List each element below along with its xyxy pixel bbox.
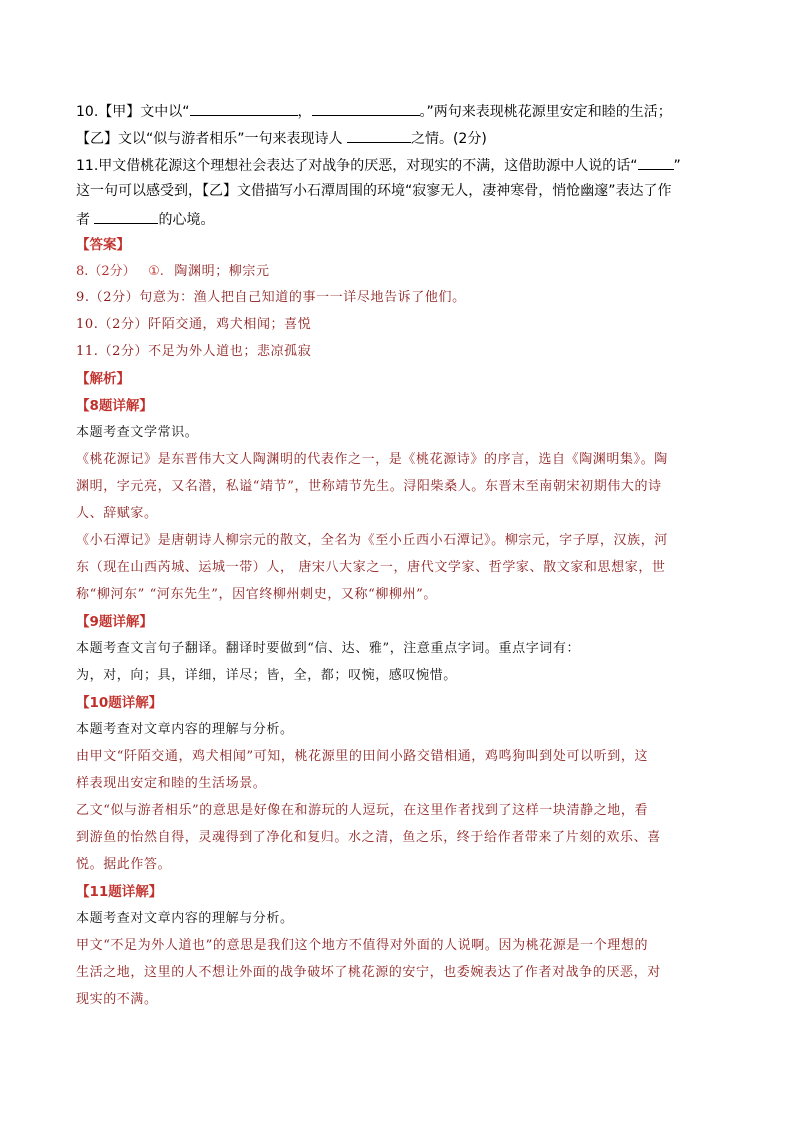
detail-10-intro: 本题考查对文章内容的理解与分析。 bbox=[76, 722, 294, 737]
q11-line3-text-a: 者 bbox=[76, 212, 95, 228]
q10-text-b: ， bbox=[297, 104, 312, 120]
answer-9: 9.（2分）句意为：渔人把自己知道的事一一详尽地告诉了他们。 bbox=[76, 290, 466, 305]
q11-blank-2 bbox=[94, 209, 158, 224]
detail-9-line2: 为，对，向；具，详细，详尽；皆，全，都；叹惋，感叹惋惜。 bbox=[76, 668, 457, 683]
detail-11-heading: 【11题详解】 bbox=[76, 884, 163, 900]
detail-10-para1-line1: 由甲文“阡陌交通，鸡犬相闻”可知，桃花源里的田间小路交错相通，鸡鸣狗叫到处可以听到，这 bbox=[76, 749, 649, 764]
detail-10-para2-line2: 到游鱼的怡然自得，灵魂得到了净化和复归。水之清，鱼之乐，终于给作者带来了片刻的欢乐、喜 bbox=[76, 830, 661, 845]
answer-heading: 【答案】 bbox=[76, 237, 130, 253]
question-11-line-3 bbox=[76, 209, 214, 229]
question-10-line-1 bbox=[76, 101, 672, 121]
detail-10-heading: 【10题详解】 bbox=[76, 695, 163, 711]
q11-line1-text-a: 11.甲文借桃花源这个理想社会表达了对战争的厌恶，对现实的不满，这借助源中人说的话“ bbox=[76, 158, 638, 174]
detail-8-para2-line2: 东（现在山西芮城、运城一带）人， 唐宋八大家之一，唐代文学家、哲学家、散文家和思想家，世 bbox=[76, 560, 666, 575]
q11-line1-text-b: ” bbox=[673, 158, 681, 174]
answer-10: 10.（2分）阡陌交通，鸡犬相闻；喜悦 bbox=[76, 317, 312, 332]
detail-8-para2-line3: 称“柳河东” “河东先生”，因官终柳州刺史，又称“柳柳州”。 bbox=[76, 587, 438, 602]
detail-8-para1-line1: 《桃花源记》是东晋伟大文人陶渊明的代表作之一，是《桃花源诗》的序言，选自《陶渊明集》。陶 bbox=[76, 452, 668, 467]
detail-11-line3: 现实的不满。 bbox=[76, 992, 158, 1007]
detail-11-line1: 甲文“不足为外人道也”的意思是我们这个地方不值得对外面的人说啊。因为桃花源是一个理想的 bbox=[76, 938, 649, 953]
q10-text-c: 。”两句来表现桃花源里安定和睦的生活； bbox=[419, 104, 672, 120]
detail-9-line1: 本题考查文言句子翻译。翻译时要做到“信、达、雅”，注意重点字词。重点字词有： bbox=[76, 641, 581, 656]
detail-8-para1-line2: 渊明，字元亮，又名潜，私谥“靖节”，世称靖节先生。浔阳柴桑人。东晋末至南朝宋初期伟大的诗 bbox=[76, 479, 662, 494]
q10-blank-3 bbox=[347, 128, 411, 143]
q10-line2-text-b: 之情。(2分) bbox=[410, 131, 487, 147]
detail-8-para1-line3: 人、辞赋家。 bbox=[76, 506, 158, 521]
detail-11-line2: 生活之地，这里的人不想让外面的战争破坏了桃花源的安宁，也委婉表达了作者对战争的厌恶，对 bbox=[76, 965, 661, 980]
answer-11: 11.（2分）不足为外人道也；悲凉孤寂 bbox=[76, 344, 312, 359]
answer-8-number: 8.（2分） bbox=[76, 264, 136, 279]
detail-10-para2-line1: 乙文“似与游者相乐”的意思是好像在和游玩的人逗玩，在这里作者找到了这样一块清静之地，看 bbox=[76, 803, 649, 818]
answer-8 bbox=[76, 262, 270, 281]
question-11-line-2: 这一句可以感受到，【乙】文借描写小石潭周围的环境“寂寥无人，凄神寒骨，悄怆幽邃”表达了作 bbox=[76, 183, 672, 199]
detail-10-para2-line3: 悦。据此作答。 bbox=[76, 857, 172, 872]
detail-9-heading: 【9题详解】 bbox=[76, 614, 153, 630]
q11-blank-1 bbox=[638, 155, 674, 170]
analysis-heading: 【解析】 bbox=[76, 371, 130, 387]
q11-line3-text-b: 的心境。 bbox=[158, 212, 215, 228]
detail-10-para1-line2: 样表现出安定和睦的生活场景。 bbox=[76, 776, 267, 791]
question-11-line-1 bbox=[76, 155, 681, 175]
detail-11-intro: 本题考查对文章内容的理解与分析。 bbox=[76, 911, 294, 926]
q10-blank-2 bbox=[312, 101, 420, 116]
q10-blank-1 bbox=[190, 101, 298, 116]
q10-text-a: 10.【甲】文中以“ bbox=[76, 104, 190, 120]
question-10-line-2 bbox=[76, 128, 487, 148]
detail-8-heading: 【8题详解】 bbox=[76, 398, 153, 414]
q10-line2-text-a: 【乙】文以“似与游者相乐”一句来表现诗人 bbox=[76, 131, 347, 147]
detail-8-para2-line1: 《小石潭记》是唐朝诗人柳宗元的散文，全名为《至小丘西小石潭记》。柳宗元，字子厚，汉族，河 bbox=[76, 533, 668, 548]
answer-8-circle-marker: ①. bbox=[148, 264, 164, 279]
detail-8-intro: 本题考查文学常识。 bbox=[76, 425, 199, 440]
answer-8-text: 陶渊明；柳宗元 bbox=[174, 264, 270, 279]
